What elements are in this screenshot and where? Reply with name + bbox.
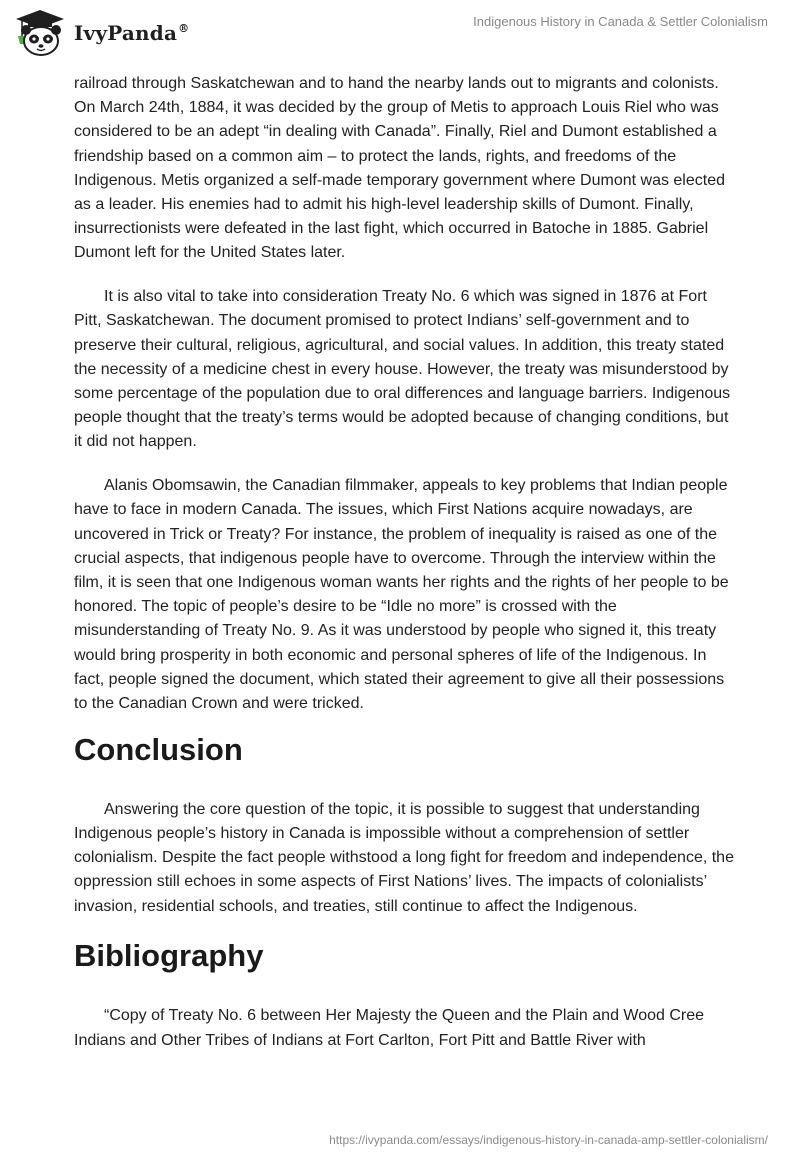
brand-logo[interactable] [14, 8, 189, 58]
panda-mascot-icon [14, 8, 66, 58]
conclusion-paragraph: Answering the core question of the topic, it is possible to suggest that understanding Indigenous people’s history in Canada is impossible without a comprehension of settler colonialism. Despite the fact people withstood a long fight for freedom and independence, the oppression still echoes in some aspects of First Nations’ lives. The impacts of colonialists’ invasion, residential schools, and treaties, still continue to affect the Indigenous. [74, 800, 734, 915]
bibliography-entry: “Copy of Treaty No. 6 between Her Majesty the Queen and the Plain and Wood Cree Indians and Other Tribes of Indians at Fort Carlton, Fort Pitt and Battle River with [74, 1007, 705, 1049]
essay-body [74, 72, 734, 1072]
body-paragraph-3: Alanis Obomsawin, the Canadian filmmaker, appeals to key problems that Indian people have to face in modern Canada. The issues, which First Nations acquire nowadays, are uncovered in Trick or Treaty? For instance, the problem of inequality is raised as one of the crucial aspects, that indigenous people have to overcome. Through the interview within the film, it is seen that one Indigenous woman wants her rights and the rights of her people to be honored. The topic of people’s desire to be “Idle no more” is crossed with the misunderstanding of Treaty No. 9. As it was understood by people who signed it, this treaty would bring prosperity in both economic and personal spheres of life of the Indigenous. In fact, people signed the document, which stated their agreement to give all their possessions to the Canadian Crown and were tricked. [74, 477, 729, 713]
bibliography-heading: Bibliography [74, 938, 264, 974]
brand-name: IvyPanda® [74, 21, 190, 45]
body-paragraph-1: railroad through Saskatchewan and to hand the nearby lands out to migrants and colonists. On March 24th, 1884, it was decided by the group of Metis to approach Louis Riel who was considered to be an adept “in dealing with Canada”. Finally, Riel and Dumont established a friendship based on a common aim – to protect the lands, rights, and freedoms of the Indigenous. Metis organized a self-made temporary government where Dumont was elected as a leader. His enemies had to admit his high-level leadership skills of Dumont. Finally, insurrectionists were defeated in the last fight, which occurred in Batoche in 1885. Gabriel Dumont left for the United States later. [74, 75, 725, 262]
page-header [0, 0, 800, 70]
conclusion-heading: Conclusion [74, 731, 243, 767]
document-title: Indigenous History in Canada & Settler Colonialism [473, 14, 768, 29]
source-url-link[interactable]: https://ivypanda.com/essays/indigenous-history-in-canada-amp-settler-colonialism/ [329, 1133, 768, 1147]
body-paragraph-2: It is also vital to take into consideration Treaty No. 6 which was signed in 1876 at Fort Pitt, Saskatchewan. The document promised to protect Indians’ self-government and to preserve their cultural, religious, agricultural, and social values. In addition, this treaty stated the necessity of a medicine chest in every house. However, the treaty was misunderstood by some percentage of the population due to oral differences and language barriers. Indigenous people thought that the treaty’s terms would be adopted because of changing conditions, but it did not happen. [74, 288, 731, 451]
